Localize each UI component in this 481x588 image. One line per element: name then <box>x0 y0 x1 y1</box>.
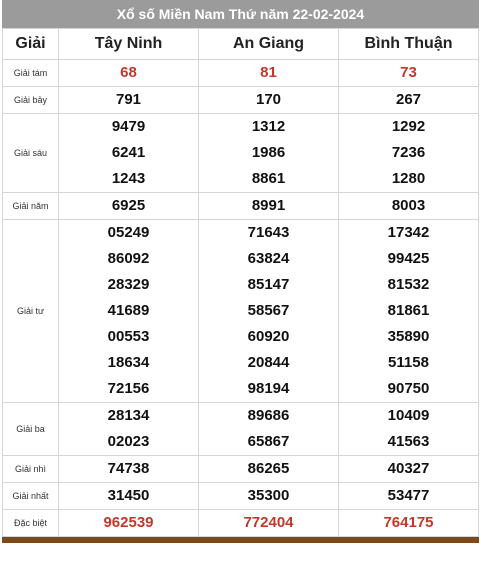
prize-number: 1243 <box>111 170 146 187</box>
prize-number: 89686 <box>247 407 290 424</box>
prize-label: Giải nhất <box>3 483 59 510</box>
results-table <box>2 28 479 537</box>
prize-cell-binh-thuan <box>339 483 479 510</box>
prize-cell-tay-ninh <box>59 87 199 114</box>
prize-cell-tay-ninh <box>59 456 199 483</box>
prize-number: 8003 <box>391 197 426 214</box>
prize-number: 962539 <box>103 514 154 531</box>
prize-cell-binh-thuan <box>339 114 479 193</box>
prize-number: 8991 <box>251 197 286 214</box>
prize-cell-tay-ninh <box>59 193 199 220</box>
prize-number: 85147 <box>247 276 290 293</box>
prize-number: 41563 <box>387 433 430 450</box>
prize-number: 772404 <box>243 514 294 531</box>
prize-number: 68 <box>120 64 137 81</box>
prize-label: Giải ba <box>3 403 59 456</box>
prize-label: Giải tư <box>3 220 59 403</box>
prize-number: 6241 <box>111 144 146 161</box>
prize-number: 99425 <box>387 250 430 267</box>
prize-cell-an-giang <box>199 193 339 220</box>
prize-column-header: Giải <box>3 29 59 60</box>
prize-number: 17342 <box>387 224 430 241</box>
prize-number: 05249 <box>107 224 150 241</box>
prize-cell-tay-ninh <box>59 510 199 537</box>
prize-cell-an-giang <box>199 510 339 537</box>
prize-number: 28134 <box>107 407 150 424</box>
footer-bar <box>2 537 479 543</box>
prize-cell-tay-ninh <box>59 220 199 403</box>
prize-number: 267 <box>395 91 422 108</box>
prize-number: 10409 <box>387 407 430 424</box>
prize-number: 81 <box>260 64 277 81</box>
province-header-tay-ninh[interactable]: Tây Ninh <box>59 29 199 60</box>
prize-number: 1292 <box>391 118 426 135</box>
prize-number: 41689 <box>107 302 150 319</box>
prize-number: 73 <box>400 64 417 81</box>
prize-number: 28329 <box>107 276 150 293</box>
prize-cell-an-giang <box>199 220 339 403</box>
prize-cell-binh-thuan <box>339 220 479 403</box>
prize-cell-an-giang <box>199 87 339 114</box>
prize-number: 74738 <box>107 460 150 477</box>
prize-number: 53477 <box>387 487 430 504</box>
prize-cell-an-giang <box>199 114 339 193</box>
prize-label: Giải bảy <box>3 87 59 114</box>
prize-number: 51158 <box>388 354 429 371</box>
prize-number: 86092 <box>107 250 150 267</box>
prize-number: 81861 <box>387 302 430 319</box>
prize-number: 63824 <box>247 250 290 267</box>
prize-number: 00553 <box>107 328 150 345</box>
prize-number: 20844 <box>247 354 290 371</box>
prize-number: 65867 <box>247 433 290 450</box>
prize-row-giai-bay <box>3 87 479 114</box>
prize-row-giai-tam <box>3 60 479 87</box>
prize-number: 7236 <box>391 144 426 161</box>
prize-cell-tay-ninh <box>59 483 199 510</box>
prize-number: 31450 <box>107 487 150 504</box>
prize-number: 35300 <box>247 487 290 504</box>
prize-cell-an-giang <box>199 60 339 87</box>
prize-row-dac-biet <box>3 510 479 537</box>
prize-cell-binh-thuan <box>339 403 479 456</box>
prize-number: 1986 <box>251 144 286 161</box>
prize-number: 40327 <box>387 460 430 477</box>
prize-number: 02023 <box>107 433 150 450</box>
prize-number: 18634 <box>107 354 150 371</box>
prize-number: 1312 <box>251 118 286 135</box>
lottery-results <box>2 0 479 543</box>
province-header-binh-thuan[interactable]: Bình Thuận <box>339 29 479 60</box>
prize-label: Giải sáu <box>3 114 59 193</box>
prize-row-giai-ba <box>3 403 479 456</box>
prize-number: 86265 <box>247 460 290 477</box>
prize-row-giai-sau <box>3 114 479 193</box>
prize-number: 791 <box>115 91 142 108</box>
prize-number: 35890 <box>387 328 430 345</box>
prize-row-giai-tu <box>3 220 479 403</box>
prize-cell-binh-thuan <box>339 87 479 114</box>
prize-number: 60920 <box>247 328 290 345</box>
prize-cell-tay-ninh <box>59 60 199 87</box>
prize-row-giai-nhat <box>3 483 479 510</box>
prize-cell-binh-thuan <box>339 60 479 87</box>
province-header-an-giang[interactable]: An Giang <box>199 29 339 60</box>
prize-number: 1280 <box>391 170 426 187</box>
table-header-row <box>3 29 479 60</box>
prize-cell-tay-ninh <box>59 403 199 456</box>
prize-label: Đặc biệt <box>3 510 59 537</box>
prize-number: 8861 <box>251 170 286 187</box>
prize-cell-tay-ninh <box>59 114 199 193</box>
results-body <box>3 60 479 537</box>
prize-cell-an-giang <box>199 403 339 456</box>
prize-number: 58567 <box>247 302 290 319</box>
prize-number: 764175 <box>383 514 434 531</box>
prize-number: 6925 <box>111 197 146 214</box>
prize-label: Giải tám <box>3 60 59 87</box>
prize-row-giai-nam <box>3 193 479 220</box>
prize-cell-binh-thuan <box>339 456 479 483</box>
prize-number: 90750 <box>387 380 430 397</box>
prize-label: Giải năm <box>3 193 59 220</box>
prize-cell-binh-thuan <box>339 193 479 220</box>
prize-row-giai-nhi <box>3 456 479 483</box>
prize-cell-binh-thuan <box>339 510 479 537</box>
prize-number: 81532 <box>387 276 430 293</box>
prize-number: 98194 <box>247 380 290 397</box>
prize-number: 72156 <box>107 380 150 397</box>
prize-number: 71643 <box>247 224 290 241</box>
results-title: Xổ số Miền Nam Thứ năm 22-02-2024 <box>2 0 479 28</box>
prize-number: 9479 <box>111 118 146 135</box>
prize-cell-an-giang <box>199 483 339 510</box>
prize-number: 170 <box>255 91 282 108</box>
prize-cell-an-giang <box>199 456 339 483</box>
prize-label: Giải nhì <box>3 456 59 483</box>
